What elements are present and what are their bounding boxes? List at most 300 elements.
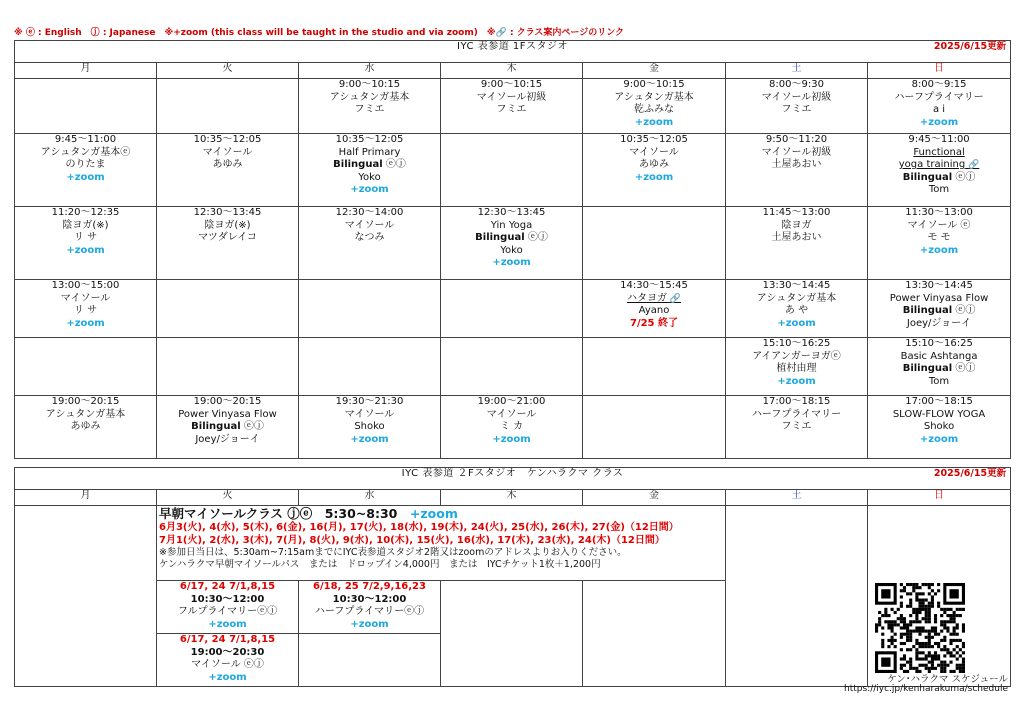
wed-morning-zoom: +zoom <box>350 618 389 630</box>
class-line-wrap <box>868 245 1010 258</box>
link-icon[interactable]: 🔗 <box>968 160 980 170</box>
tue-evening-name: マイソール ⓔⓙ <box>191 659 264 670</box>
class-line: ハーフプライマリー <box>751 408 842 420</box>
class-line: 19:00～20:15 <box>193 396 262 407</box>
class-line-wrap <box>583 117 725 130</box>
class-line: Bilingual <box>475 232 525 243</box>
class-line-wrap <box>299 184 440 197</box>
class-line-wrap <box>726 159 867 172</box>
class-line-wrap <box>15 409 156 422</box>
zoom-badge: +zoom <box>634 116 674 128</box>
time-slot-row <box>15 134 1011 207</box>
class-line-wrap <box>157 147 298 160</box>
class-line-wrap <box>15 421 156 434</box>
tue-evening-dates: 6/17, 24 7/1,8,15 <box>179 634 276 645</box>
class-line: ミ カ <box>499 421 524 432</box>
class-line[interactable]: yoga training <box>898 159 966 170</box>
class-line-wrap <box>868 207 1010 220</box>
tue-evening-zoom: +zoom <box>208 671 247 683</box>
class-line: 9:45～11:00 <box>908 134 970 145</box>
class-line: 17:00～18:15 <box>762 396 831 407</box>
legend <box>14 25 1010 38</box>
class-line-wrap <box>726 293 867 306</box>
tue-morning-time: 10:30～12:00 <box>190 593 265 605</box>
class-line-wrap <box>726 305 867 318</box>
class-line-wrap <box>15 134 156 147</box>
class-line-wrap <box>157 159 298 172</box>
class-line: アイアンガーヨガⓔ <box>752 350 841 362</box>
qr-url[interactable]: https://iyc.jp/kenharakuma/schedule <box>844 684 1008 694</box>
class-line-wrap <box>868 79 1010 92</box>
morning-dates-july: 7月1(火), 2(水), 3(木), 7(月), 8(火), 9(水), 10(木), 15(火), 16(水), 17(木), 23(水), 24(木)（12日間） <box>159 535 665 546</box>
class-cell <box>726 134 868 207</box>
class-line: 11:20～12:35 <box>51 207 120 218</box>
studio2-title-cell <box>15 468 1011 490</box>
class-line-wrap <box>583 159 725 172</box>
language-marker: ⓔⓙ <box>952 305 976 316</box>
class-line: 12:30～13:45 <box>477 207 546 218</box>
zoom-badge: +zoom <box>919 116 959 128</box>
class-line-wrap <box>441 220 582 233</box>
empty-cell <box>15 338 157 396</box>
zoom-badge: +zoom <box>66 171 105 183</box>
class-line-wrap <box>726 396 867 409</box>
class-line: 土屋あおい <box>771 159 822 170</box>
class-cell <box>299 396 441 459</box>
class-line-wrap <box>726 376 867 389</box>
class-line: Functional <box>913 146 965 158</box>
class-line-wrap <box>15 305 156 318</box>
class-line[interactable]: ハタヨガ <box>626 292 667 304</box>
class-line-wrap <box>157 134 298 147</box>
class-line-wrap <box>726 280 867 293</box>
class-line: Shoko <box>923 421 955 432</box>
class-line-wrap <box>868 184 1010 197</box>
time-slot-row <box>15 396 1011 459</box>
morning-mysore-block <box>157 506 726 581</box>
empty-cell <box>583 207 726 280</box>
class-line-wrap <box>15 147 156 160</box>
class-line-wrap <box>583 318 725 331</box>
link-icon[interactable]: 🔗 <box>669 293 682 304</box>
studio1-updated: 2025/6/15更新 <box>933 41 1007 52</box>
class-line-wrap <box>868 396 1010 409</box>
class-line-wrap <box>868 159 1010 172</box>
class-line-wrap <box>726 79 867 92</box>
studio2-schedule <box>14 467 1011 687</box>
class-line: Joey/ジョーイ <box>195 433 260 445</box>
qr-code-icon[interactable] <box>875 583 965 673</box>
class-line: マイソール <box>202 146 253 158</box>
zoom-badge: +zoom <box>777 317 816 329</box>
day-header-wed: 水 <box>299 490 441 506</box>
language-marker: ⓔⓙ <box>240 421 264 432</box>
class-line-wrap <box>583 293 725 306</box>
class-cell <box>441 396 583 459</box>
class-line-wrap <box>15 172 156 185</box>
morning-price: ケンハラクマ早朝マイソールパス または ドロップイン4,000円 または IYCチケット1枚＋1,200円 <box>159 559 601 570</box>
zoom-badge: +zoom <box>66 244 105 256</box>
class-line: SLOW-FLOW YOGA <box>892 408 986 420</box>
class-line-wrap <box>583 305 725 318</box>
class-line-wrap <box>868 280 1010 293</box>
class-line: 9:50～11:20 <box>765 134 828 145</box>
studio2-sat-empty <box>726 506 868 581</box>
class-line: 10:35～12:05 <box>193 134 262 145</box>
class-line: Yoko <box>358 171 381 183</box>
class-line: 陰ヨガ(※) <box>62 219 109 231</box>
class-line-wrap <box>868 318 1010 331</box>
class-line-wrap <box>868 104 1010 117</box>
class-line-wrap <box>299 396 440 409</box>
class-line: 12:30～13:45 <box>193 207 262 218</box>
class-cell <box>299 207 441 280</box>
class-line-wrap <box>441 207 582 220</box>
class-line: マイソール <box>60 292 111 304</box>
class-line-wrap <box>441 396 582 409</box>
zoom-badge: +zoom <box>492 433 531 445</box>
class-line-wrap <box>868 363 1010 376</box>
wed-morning-name: ハーフプライマリーⓔⓙ <box>314 606 425 617</box>
class-line-wrap <box>299 207 440 220</box>
class-line: あ や <box>784 305 809 316</box>
empty-cell <box>441 280 583 338</box>
class-line-wrap <box>299 147 440 160</box>
sat-empty-lower <box>726 581 868 687</box>
class-line: Bilingual <box>333 159 383 170</box>
zoom-badge: +zoom <box>350 433 389 445</box>
legend-text: ※ ⓔ : English ⓙ : Japanese ※+zoom (this class will be taught in the studio and via zoom) ※ <box>14 28 496 38</box>
class-cell <box>299 79 441 134</box>
class-line-wrap <box>726 338 867 351</box>
class-line: マイソール ⓔ <box>907 219 971 231</box>
class-line-wrap <box>868 293 1010 306</box>
tue-morning-zoom: +zoom <box>208 618 247 630</box>
empty-cell <box>299 338 441 396</box>
class-line-wrap <box>726 232 867 245</box>
language-marker: ⓔⓙ <box>952 171 976 183</box>
class-line-wrap <box>299 232 440 245</box>
class-line: アシュタンガ基本 <box>756 292 837 304</box>
class-line-wrap <box>15 293 156 306</box>
class-line-wrap <box>868 220 1010 233</box>
class-cell <box>15 134 157 207</box>
class-line: 9:00～10:15 <box>623 79 685 90</box>
class-line-wrap <box>441 409 582 422</box>
zoom-badge: +zoom <box>350 184 389 195</box>
class-line: 土屋あおい <box>771 232 822 243</box>
class-line-wrap <box>583 147 725 160</box>
class-cell <box>583 280 726 338</box>
day-header-sat: 土 <box>726 490 868 506</box>
class-line-wrap <box>868 351 1010 364</box>
language-marker: ⓔⓙ <box>524 232 548 243</box>
morning-note: ※参加日当日は、5:30am~7:15amまでにIYC表参道スタジオ2階又はzoomのアドレスよりお入りください。 <box>159 547 627 558</box>
class-line: 9:45～11:00 <box>54 134 117 145</box>
day-header-thu: 木 <box>441 490 583 506</box>
class-line-wrap <box>299 104 440 117</box>
empty-cell <box>157 79 299 134</box>
class-line: 19:00～21:00 <box>477 396 546 407</box>
class-line: ハーフプライマリー <box>894 91 984 103</box>
class-line: 9:00～10:15 <box>338 79 401 90</box>
day-header-tue: 火 <box>157 490 299 506</box>
class-line-wrap <box>441 434 582 447</box>
day-header-wed: 水 <box>299 63 441 79</box>
end-notice: 7/25 終了 <box>629 317 678 329</box>
tue-morning-class <box>157 581 299 634</box>
day-header-sun: 日 <box>868 63 1011 79</box>
class-line-wrap <box>441 257 582 270</box>
empty-cell <box>299 280 441 338</box>
fri-empty <box>583 581 726 687</box>
class-line: あゆみ <box>70 421 101 432</box>
class-line: のりたま <box>65 159 106 170</box>
class-line: マイソール <box>486 408 537 420</box>
class-line-wrap <box>726 421 867 434</box>
language-marker: ⓔⓙ <box>382 159 406 170</box>
class-line-wrap <box>868 434 1010 447</box>
class-line: 12:30～14:00 <box>335 207 404 218</box>
class-line: 11:30～13:00 <box>905 207 973 218</box>
class-line-wrap <box>583 280 725 293</box>
studio1-day-header <box>15 63 1011 79</box>
class-line-wrap <box>157 421 298 434</box>
class-line-wrap <box>868 305 1010 318</box>
class-line: Basic Ashtanga <box>900 350 978 362</box>
class-line: Power Vinyasa Flow <box>889 292 989 304</box>
zoom-badge: +zoom <box>919 244 959 256</box>
class-line: Half Primary <box>338 146 401 158</box>
class-line: マツダレイコ <box>198 232 257 243</box>
class-cell <box>726 280 868 338</box>
class-line-wrap <box>726 318 867 331</box>
class-line-wrap <box>299 159 440 172</box>
class-line: あゆみ <box>212 159 243 170</box>
class-line: マイソール <box>629 146 679 158</box>
class-line-wrap <box>868 232 1010 245</box>
empty-cell <box>441 338 583 396</box>
zoom-badge: +zoom <box>492 257 531 268</box>
class-line: リ サ <box>73 305 98 316</box>
class-line: Bilingual <box>191 421 241 432</box>
class-line-wrap <box>583 79 725 92</box>
class-cell <box>441 207 583 280</box>
wed-morning-time: 10:30～12:00 <box>332 593 407 605</box>
empty-cell <box>583 396 726 459</box>
class-line-wrap <box>441 245 582 258</box>
class-line: 19:30～21:30 <box>335 396 404 407</box>
class-line-wrap <box>868 376 1010 389</box>
class-line-wrap <box>15 207 156 220</box>
class-cell <box>15 396 157 459</box>
class-line: リ サ <box>73 232 98 243</box>
class-cell <box>868 280 1011 338</box>
empty-cell <box>157 338 299 396</box>
class-line: 14:30～15:45 <box>620 280 688 291</box>
class-line-wrap <box>441 92 582 105</box>
class-line-wrap <box>299 434 440 447</box>
class-cell <box>726 79 868 134</box>
class-line: マイソール初級 <box>761 91 832 103</box>
class-line-wrap <box>868 421 1010 434</box>
class-line-wrap <box>726 351 867 364</box>
class-line-wrap <box>583 134 725 147</box>
day-header-mon: 月 <box>15 63 157 79</box>
day-header-fri: 金 <box>583 490 726 506</box>
time-slot-row <box>15 338 1011 396</box>
class-line-wrap <box>583 92 725 105</box>
class-line-wrap <box>299 172 440 185</box>
class-line: アシュタンガ基本 <box>614 91 694 103</box>
class-line: 13:30～14:45 <box>905 280 973 291</box>
time-slot-row <box>15 79 1011 134</box>
studio2-day-header <box>15 490 1011 506</box>
class-line: 15:10～16:25 <box>762 338 831 349</box>
class-cell <box>726 338 868 396</box>
class-line-wrap <box>583 172 725 185</box>
tue-morning-name: フルプライマリーⓔⓙ <box>177 606 278 617</box>
class-line: あゆみ <box>639 159 669 170</box>
class-line-wrap <box>726 207 867 220</box>
studio2-updated: 2025/6/15更新 <box>933 468 1007 479</box>
class-cell <box>157 396 299 459</box>
class-line-wrap <box>157 220 298 233</box>
class-line-wrap <box>441 421 582 434</box>
wed-morning-dates: 6/18, 25 7/2,9,16,23 <box>313 581 426 592</box>
class-line-wrap <box>868 172 1010 185</box>
day-header-sat: 土 <box>726 63 868 79</box>
class-line: マイソール <box>344 219 395 231</box>
class-line-wrap <box>15 396 156 409</box>
studio1-schedule <box>14 40 1011 459</box>
day-header-tue: 火 <box>157 63 299 79</box>
empty-cell <box>157 280 299 338</box>
tue-morning-dates: 6/17, 24 7/1,8,15 <box>179 581 276 592</box>
qr-caption: ケン･ハラクマ スケジュール <box>887 674 1008 685</box>
class-line: Yoko <box>500 244 523 256</box>
class-cell <box>583 134 726 207</box>
class-line: 11:45～13:00 <box>762 207 831 218</box>
day-header-sun: 日 <box>868 490 1011 506</box>
class-line-wrap <box>299 79 440 92</box>
class-line: 陰ヨガ <box>781 219 812 231</box>
class-line-wrap <box>15 220 156 233</box>
class-line: 10:35～12:05 <box>620 134 688 145</box>
class-line-wrap <box>15 280 156 293</box>
class-line: マイソール <box>344 408 395 420</box>
class-cell <box>868 396 1011 459</box>
language-marker: ⓔⓙ <box>952 363 976 374</box>
class-line: Bilingual <box>902 363 953 374</box>
class-cell <box>15 280 157 338</box>
wed-morning-class <box>299 581 441 634</box>
class-line-wrap <box>299 92 440 105</box>
class-line-wrap <box>441 232 582 245</box>
class-line: Ayano <box>638 305 670 316</box>
class-line-wrap <box>157 409 298 422</box>
morning-title: 早朝マイソールクラス ⓙⓔ 5:30~8:30 <box>159 506 398 521</box>
class-line: a i <box>932 104 946 115</box>
day-header-thu: 木 <box>441 63 583 79</box>
class-line: フミエ <box>354 104 385 115</box>
class-line: 19:00～20:15 <box>51 396 120 407</box>
class-line: Bilingual <box>902 171 953 183</box>
class-line: 植村由理 <box>776 363 817 374</box>
class-cell <box>441 79 583 134</box>
class-cell <box>868 79 1011 134</box>
class-line-wrap <box>157 396 298 409</box>
class-line-wrap <box>726 134 867 147</box>
zoom-badge: +zoom <box>634 171 674 183</box>
class-line-wrap <box>299 134 440 147</box>
zoom-badge: +zoom <box>777 375 816 387</box>
day-header-mon: 月 <box>15 490 157 506</box>
class-cell <box>583 79 726 134</box>
class-line: マイソール初級 <box>476 91 547 103</box>
morning-zoom: +zoom <box>409 506 458 521</box>
class-line: Bilingual <box>902 305 953 316</box>
class-line: 8:00～9:30 <box>769 79 824 90</box>
class-line-wrap <box>157 207 298 220</box>
morning-dates-june: 6月3(火), 4(水), 5(木), 6(金), 16(月), 17(火), 18(水), 19(木), 24(火), 25(水), 26(木), 27(金)（12日間） <box>159 522 679 533</box>
class-line-wrap <box>583 104 725 117</box>
studio1-title: IYC 表参道 1Fスタジオ <box>457 41 569 52</box>
class-line-wrap <box>726 220 867 233</box>
link-icon: 🔗 <box>495 28 507 38</box>
class-line: Power Vinyasa Flow <box>178 408 277 420</box>
class-line: アシュタンガ基本 <box>329 91 410 103</box>
studio1-title-cell <box>15 41 1011 63</box>
class-line: 13:00～15:00 <box>51 280 120 291</box>
class-line-wrap <box>15 159 156 172</box>
class-line-wrap <box>15 318 156 331</box>
class-cell <box>726 396 868 459</box>
zoom-badge: +zoom <box>919 433 959 445</box>
class-cell <box>868 134 1011 207</box>
class-cell <box>157 207 299 280</box>
tue-evening-class <box>157 634 299 687</box>
class-line-wrap <box>726 363 867 376</box>
class-line-wrap <box>15 232 156 245</box>
class-cell <box>157 134 299 207</box>
class-line-wrap <box>868 409 1010 422</box>
time-slot-row <box>15 280 1011 338</box>
class-line-wrap <box>441 79 582 92</box>
class-line: Yin Yoga <box>490 219 533 231</box>
class-line: Joey/ジョーイ <box>906 317 972 329</box>
class-line-wrap <box>868 338 1010 351</box>
class-line: 乾ふみな <box>634 104 674 115</box>
zoom-badge: +zoom <box>66 317 105 329</box>
legend-text-2: : クラス案内ページのリンク <box>506 28 625 38</box>
class-line: マイソール初級 <box>761 146 832 158</box>
class-line-wrap <box>157 434 298 447</box>
class-line: 9:00～10:15 <box>480 79 543 90</box>
class-line: アシュタンガ基本ⓔ <box>40 146 131 158</box>
class-line: フミエ <box>496 104 527 115</box>
class-line-wrap <box>868 92 1010 105</box>
class-line: Tom <box>928 184 950 195</box>
class-line-wrap <box>299 409 440 422</box>
class-line: 17:00～18:15 <box>905 396 973 407</box>
class-line: モ モ <box>927 232 951 243</box>
class-line-wrap <box>299 220 440 233</box>
class-line: 陰ヨガ(※) <box>204 219 251 231</box>
class-cell <box>726 207 868 280</box>
class-line: なつみ <box>354 232 385 243</box>
class-line-wrap <box>15 245 156 258</box>
